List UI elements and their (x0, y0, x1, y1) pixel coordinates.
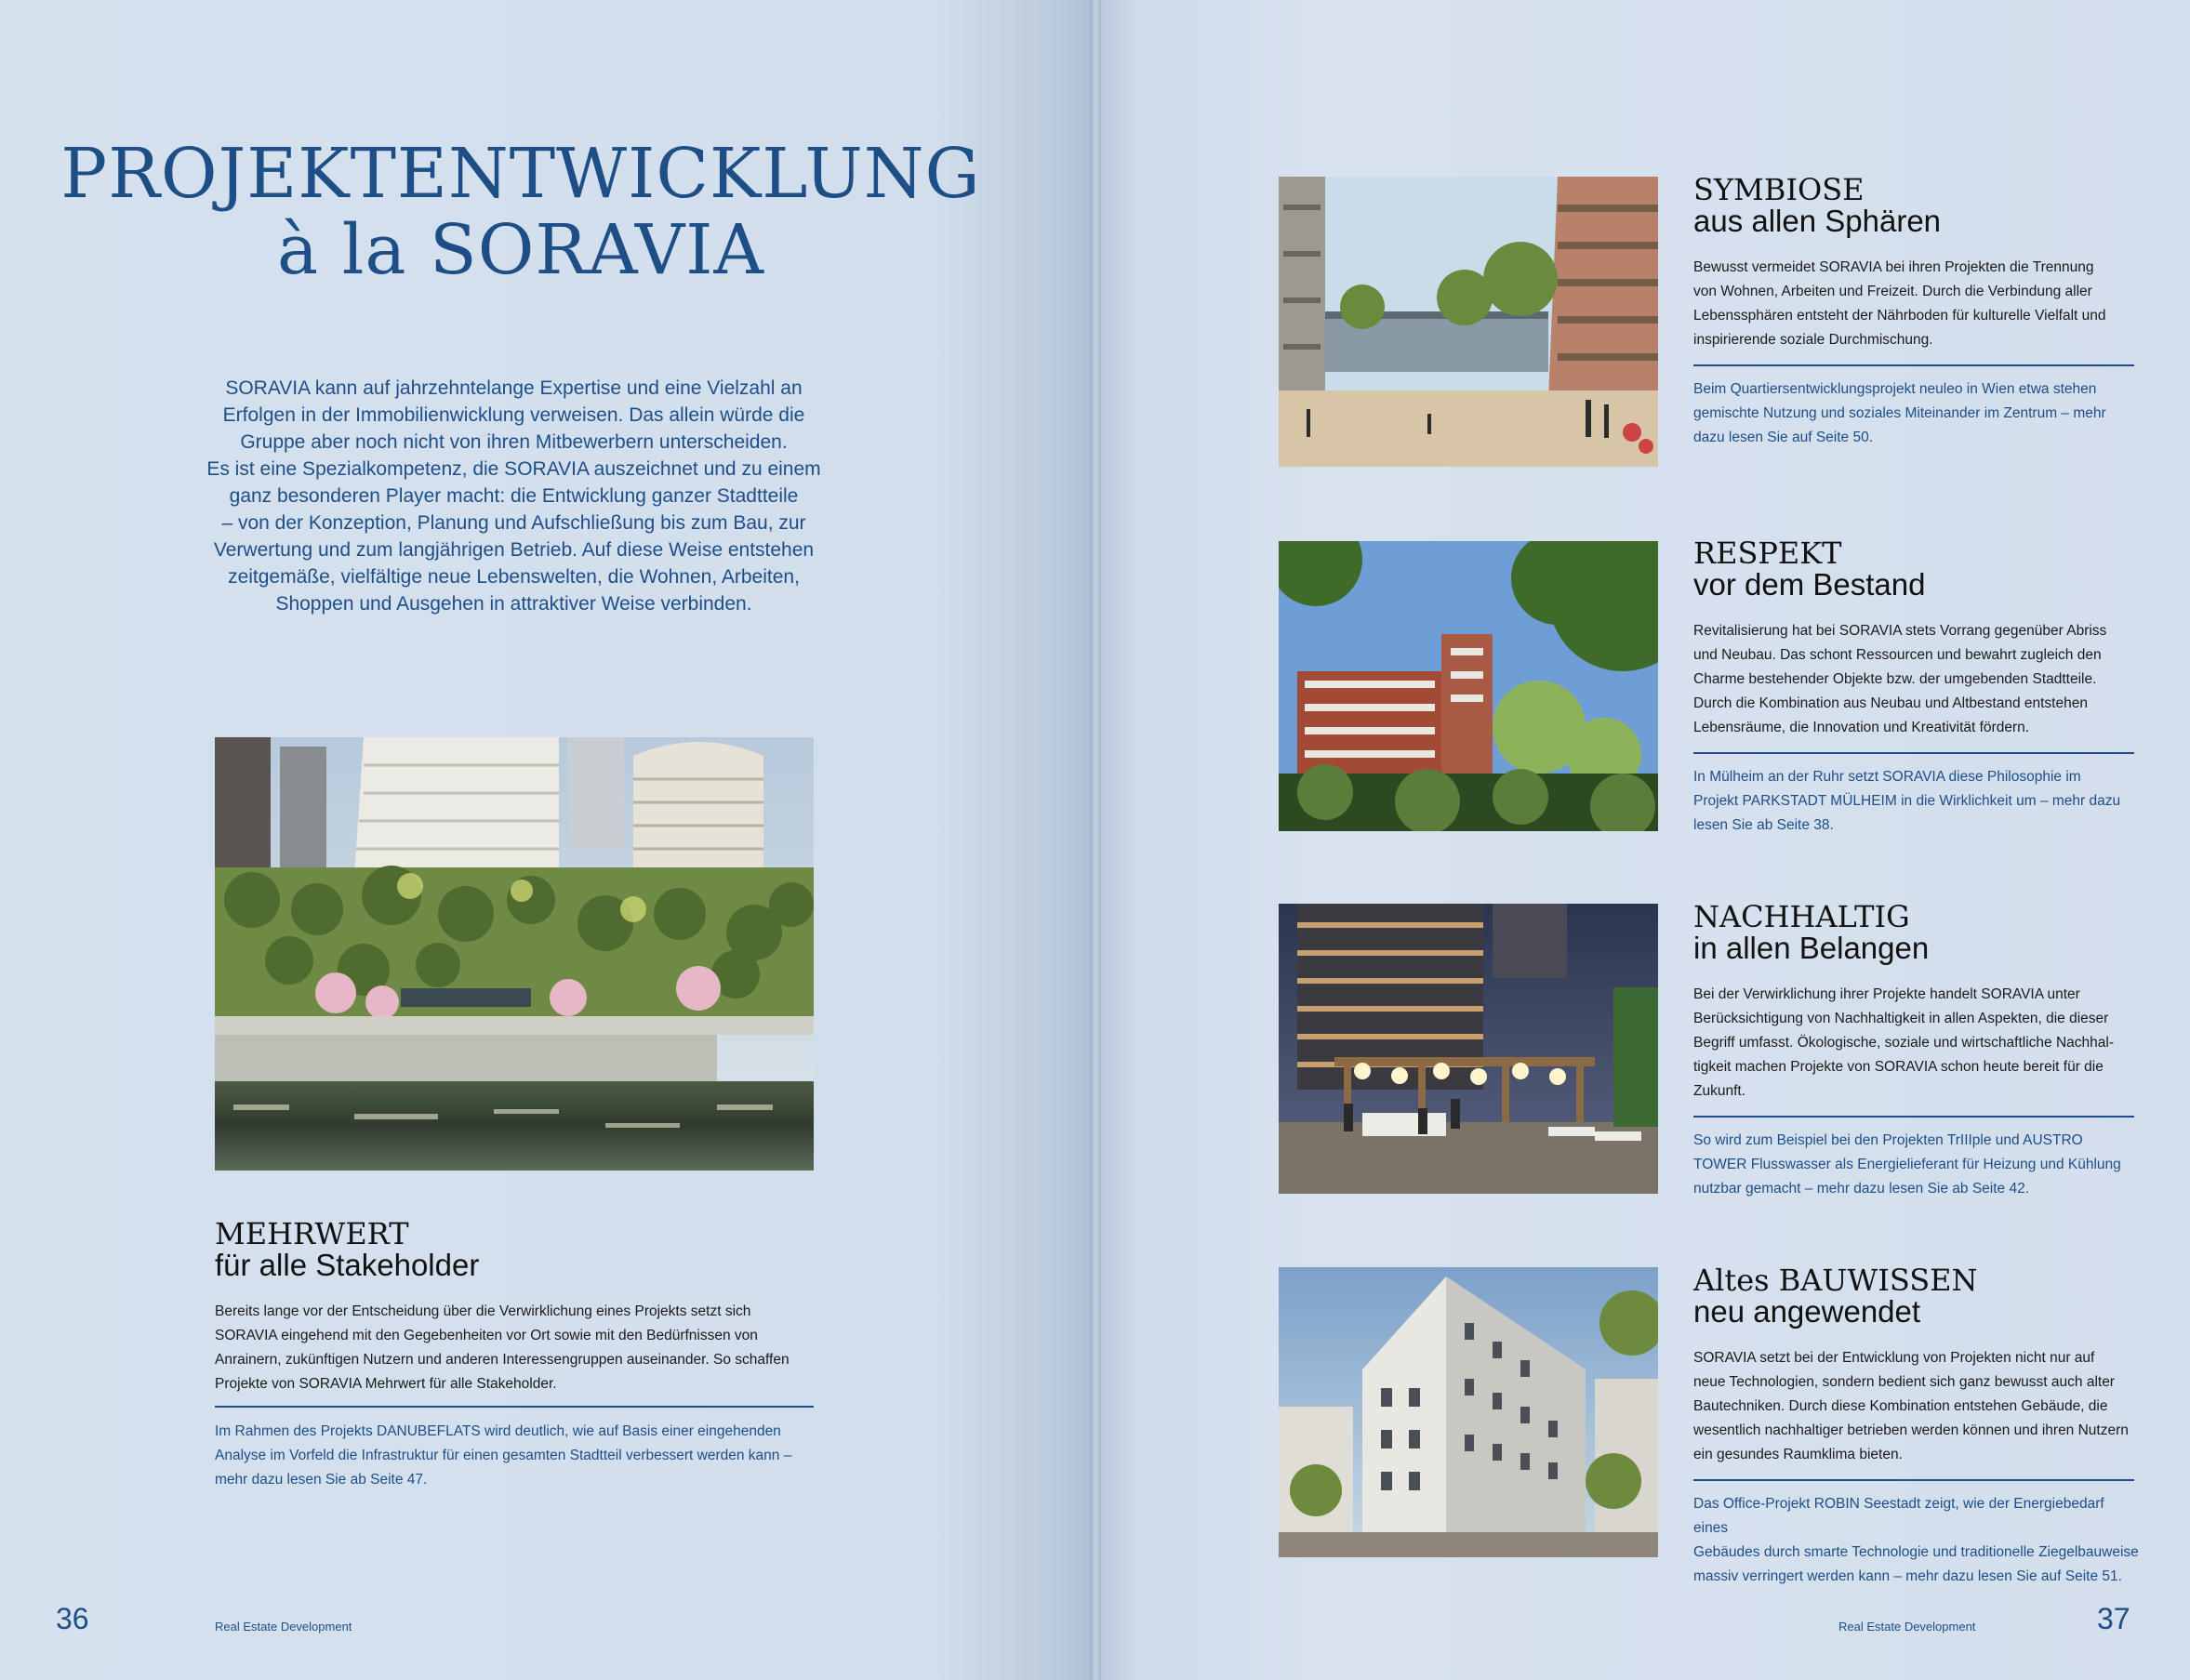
triiiple-photo (1279, 904, 1658, 1194)
body-line: Bewusst vermeidet SORAVIA bei ihren Projekten die Trennung (1693, 259, 2094, 275)
body-line: Begriff umfasst. Ökologische, soziale und wirtschaftliche Nachhal- (1693, 1035, 2115, 1051)
section-subtitle-nachhaltig: in allen Belangen (1693, 931, 1930, 965)
section-divider (1693, 1479, 2134, 1481)
section-body-mehrwert (215, 1300, 829, 1396)
note-line: In Mülheim an der Ruhr setzt SORAVIA diese Philosophie im (1693, 769, 2081, 785)
body-line: ein gesundes Raumklima bieten. (1693, 1447, 1903, 1462)
body-line: Bereits lange vor der Entscheidung über die Verwirklichung eines Projekts setzt sich (215, 1303, 751, 1319)
title-line-2: à la SORAVIA (277, 210, 764, 290)
section-body-respekt (1693, 619, 2140, 740)
body-line: Revitalisierung hat bei SORAVIA stets Vorrang gegenüber Abriss (1693, 623, 2107, 639)
note-line: mehr dazu lesen Sie ab Seite 47. (215, 1472, 428, 1488)
body-line: Lebensräume, die Innovation und Kreativität fördern. (1693, 720, 2030, 735)
note-line: nutzbar gemacht – mehr dazu lesen Sie ab Seite 42. (1693, 1181, 2030, 1197)
section-note-nachhaltig (1693, 1129, 2140, 1201)
body-line: Projekte von SORAVIA Mehrwert für alle Stakeholder. (215, 1376, 557, 1392)
intro-line: Erfolgen in der Immobilienwicklung verweisen. Das allein würde die (222, 404, 805, 426)
note-line: Analyse im Vorfeld die Infrastruktur für einen gesamten Stadtteil verbessert werden kann – (215, 1448, 792, 1463)
footer-right: Real Estate Development (1838, 1620, 1976, 1634)
body-line: wesentlich nachhaltiger betrieben werden können und ihren Nutzern (1693, 1422, 2129, 1438)
note-line: Beim Quartiersentwicklungsprojekt neuleo in Wien etwa stehen (1693, 381, 2097, 397)
body-line: neue Technologien, sondern bedient sich ganz bewusst auch alter (1693, 1374, 2115, 1390)
body-line: Bautechniken. Durch diese Kombination entstehen Gebäude, die (1693, 1398, 2108, 1414)
note-line: Gebäudes durch smarte Technologie und traditionelle Ziegelbauweise (1693, 1544, 2139, 1560)
section-note-respekt (1693, 765, 2140, 838)
body-line: Lebenssphären entsteht der Nährboden für kulturelle Vielfalt und (1693, 308, 2106, 324)
intro-line: SORAVIA kann auf jahrzehntelange Expertise und eine Vielzahl an (225, 377, 803, 399)
intro-line: Verwertung und zum langjährigen Betrieb. Auf diese Weise entstehen (213, 539, 815, 561)
book-spine (1090, 0, 1101, 1680)
note-line: dazu lesen Sie auf Seite 50. (1693, 430, 1874, 445)
body-line: Berücksichtigung von Nachhaltigkeit in allen Aspekten, die dieser (1693, 1011, 2109, 1026)
section-title-symbiose: SYMBIOSE (1693, 172, 1865, 207)
section-divider (1693, 364, 2134, 366)
intro-line: Gruppe aber noch nicht von ihren Mitbewerbern unterscheiden. (240, 431, 788, 453)
section-subtitle-bauwissen: neu angewendet (1693, 1294, 1921, 1329)
section-title-nachhaltig: NACHHALTIG (1693, 899, 1910, 934)
body-line: Anrainern, zukünftigen Nutzern und anderen Interessengruppen auseinander. So schaffen (215, 1352, 790, 1368)
body-line: inspirierende soziale Durchmischung. (1693, 332, 1933, 348)
intro-paragraph (200, 375, 828, 617)
page-title (56, 134, 986, 292)
note-line: gemischte Nutzung und soziales Miteinander im Zentrum – mehr (1693, 405, 2106, 421)
section-note-symbiose (1693, 377, 2140, 450)
section-subtitle-respekt: vor dem Bestand (1693, 567, 1926, 602)
body-line: Zukunft. (1693, 1083, 1745, 1099)
body-line: und Neubau. Das schont Ressourcen und bewahrt zugleich den (1693, 647, 2102, 663)
body-line: tigkeit machen Projekte von SORAVIA schon heute bereit für die (1693, 1059, 2104, 1075)
page-number-left: 36 (56, 1602, 89, 1635)
body-line: Bei der Verwirklichung ihrer Projekte handelt SORAVIA unter (1693, 986, 2080, 1002)
body-line: Durch die Kombination aus Neubau und Altbestand entstehen (1693, 695, 2088, 711)
section-title-mehrwert: MEHRWERT (215, 1216, 409, 1251)
intro-line: ganz besonderen Player macht: die Entwicklung ganzer Stadtteile (229, 485, 799, 507)
title-line-1: PROJEKTENTWICKLUNG (60, 134, 981, 214)
parkstadt-photo (1279, 541, 1658, 831)
body-line: SORAVIA setzt bei der Entwicklung von Projekten nicht nur auf (1693, 1350, 2095, 1366)
section-divider (1693, 752, 2134, 754)
intro-line: – von der Konzeption, Planung und Aufschließung bis zum Bau, zur (221, 512, 806, 534)
section-divider (215, 1406, 814, 1408)
body-line: von Wohnen, Arbeiten und Freizeit. Durch die Verbindung aller (1693, 284, 2092, 299)
section-note-bauwissen (1693, 1492, 2140, 1589)
page-number-right: 37 (2097, 1602, 2130, 1635)
section-subtitle-mehrwert: für alle Stakeholder (215, 1248, 480, 1282)
danubeflats-photo (215, 737, 814, 1171)
intro-line: Es ist eine Spezialkompetenz, die SORAVIA auszeichnet und zu einem (206, 458, 821, 480)
note-line: So wird zum Beispiel bei den Projekten TrIIIple und AUSTRO (1693, 1132, 2083, 1148)
note-line: Projekt PARKSTADT MÜLHEIM in die Wirklichkeit um – mehr dazu (1693, 793, 2121, 809)
robin-seestadt-photo (1279, 1267, 1658, 1557)
section-note-mehrwert (215, 1420, 829, 1492)
body-line: Charme bestehender Objekte bzw. der umgebenden Stadtteile. (1693, 671, 2097, 687)
section-title-bauwissen: Altes BAUWISSEN (1693, 1263, 1978, 1298)
neuleo-photo (1279, 177, 1658, 467)
note-line: TOWER Flusswasser als Energielieferant für Heizung und Kühlung (1693, 1157, 2121, 1172)
section-body-symbiose (1693, 256, 2140, 352)
section-body-bauwissen (1693, 1346, 2140, 1467)
section-subtitle-symbiose: aus allen Sphären (1693, 204, 1942, 238)
intro-line: zeitgemäße, vielfältige neue Lebenswelten, die Wohnen, Arbeiten, (228, 566, 800, 588)
note-line: Das Office-Projekt ROBIN Seestadt zeigt, wie der Energiebedarf eines (1693, 1496, 2104, 1536)
note-line: Im Rahmen des Projekts DANUBEFLATS wird deutlich, wie auf Basis einer eingehenden (215, 1423, 781, 1439)
body-line: SORAVIA eingehend mit den Gegebenheiten vor Ort sowie mit den Bedürfnissen von (215, 1328, 758, 1343)
section-divider (1693, 1116, 2134, 1118)
note-line: lesen Sie ab Seite 38. (1693, 817, 1834, 833)
intro-line: Shoppen und Ausgehen in attraktiver Weise verbinden. (275, 593, 752, 615)
section-title-respekt: RESPEKT (1693, 536, 1842, 571)
note-line: massiv verringert werden kann – mehr dazu lesen Sie auf Seite 51. (1693, 1568, 2122, 1584)
footer-left: Real Estate Development (215, 1620, 352, 1634)
section-body-nachhaltig (1693, 983, 2140, 1104)
